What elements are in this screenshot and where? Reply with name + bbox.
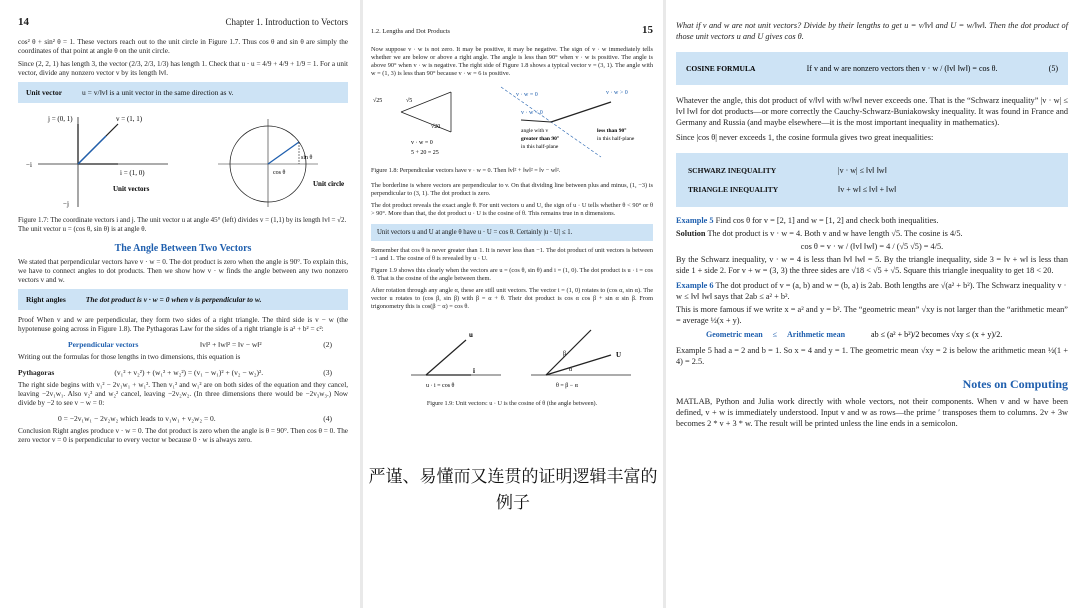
fig19-beta-label: β bbox=[563, 350, 567, 357]
right-angles-label: Right angles bbox=[26, 295, 66, 304]
section-paragraph: We stated that perpendicular vectors have v · w = 0. The dot product is zero when the angle is 90°. To explain this, we have to connect angles to dot products. Then we show how v · w finds the angle between any two nonzero vectors v and w. bbox=[18, 258, 348, 284]
inequalities-intro: Since |cos θ| never exceeds 1, the cosine formula gives two great inequalities: bbox=[676, 133, 934, 142]
j-label: j = (0, 1) bbox=[48, 115, 73, 123]
pyth-num: (3) bbox=[323, 368, 332, 377]
fig19-u-label: u bbox=[469, 330, 473, 339]
middle-text-6: After rotation through any angle α, these are still unit vectors. The vector i = (1, 0) rotates to (cos α, sin α). The vector u rotates to (cos β, sin β) with β = α + θ. Their dot product is cos α cos β + sin α sin β. From trigonometry this is cos(β − α) = cos θ. bbox=[371, 286, 653, 310]
unit-vector-label: Unit vector bbox=[26, 88, 63, 97]
i-label: i = (1, 0) bbox=[120, 169, 145, 177]
half-plane-right-label: in this half-plane bbox=[597, 136, 635, 142]
proof-paragraph: Proof When v and w are perpendicular, they form two sides of a right triangle. The third side is v − w (the hypotenuse going across in Figure 1.8). The Pythagoras Law for the sides of a right triangle is a² + b² = c²: bbox=[18, 316, 348, 333]
right-intro: What if v and w are not unit vectors? Divide by their lengths to get u = v/‖v‖ and U = w/‖w‖. Then the dot product of those unit vectors u and U gives cos θ. bbox=[676, 21, 1068, 41]
right-angles-box bbox=[18, 289, 348, 310]
fig19-alpha-label: α bbox=[569, 366, 573, 373]
example-6-text: The dot product of v = (a, b) and w = (b, a) is 2ab. Both lengths are √(a² + b²). The Schwarz inequality v · w ≤ ‖v‖ ‖w‖ says that 2ab ≤ a² + b². bbox=[676, 281, 1067, 301]
pyth-label: Pythagoras bbox=[18, 368, 55, 377]
minus-i-label: −i bbox=[26, 161, 32, 169]
less-than-label: less than 90° bbox=[597, 128, 627, 134]
right-page bbox=[666, 0, 1080, 608]
vw-zero-label: v · w = 0 bbox=[411, 140, 433, 146]
notes-paragraph: MATLAB, Python and Julia work directly with whole vectors, not their components. When v and w have been defined, v + w is immediately understood. Input v and w as rows—the prime ′ transposes them to columns. 2v + 3w becomes 2 * v + 3 * w. The result will be printed unless the line ends in a semicolon. bbox=[676, 397, 1068, 428]
sqrt25-label: √25 bbox=[373, 98, 383, 104]
triangle-eq: ‖v + w‖ ≤ ‖v‖ + ‖w‖ bbox=[838, 185, 897, 194]
example-6-paragraph: This is more famous if we write x = a² and y = b². The “geometric mean” √xy is not larger than the “arithmetic mean” = average ½(x + y). bbox=[676, 305, 1068, 325]
cosine-num: (5) bbox=[1048, 64, 1058, 73]
unit-vectors-box: Unit vectors u and U at angle θ have u · U = cos θ. Certainly |u · U| ≤ 1. bbox=[371, 224, 653, 241]
sum-label: 5 + 20 = 25 bbox=[411, 150, 439, 156]
example-5 bbox=[676, 215, 1068, 226]
left-header bbox=[18, 16, 348, 28]
fig19-u-vector bbox=[426, 340, 466, 375]
solution-paragraph: By the Schwarz inequality, v · w = 4 is less than ‖v‖ ‖w‖ = 5. By the triangle inequality, side 3 = ‖v + w‖ is less than side 1 + side 2. For v + w = (3, 3) the three sides are √18 < √5 + √5. Square this triangle inequality to get 18 < 20. bbox=[676, 255, 1068, 275]
schwarz-row bbox=[688, 161, 1056, 180]
fig19-theta-label: θ = β − α bbox=[556, 382, 578, 389]
cosine-formula-box bbox=[676, 52, 1068, 85]
solution-label: Solution bbox=[676, 229, 706, 238]
middle-text-3: The dot product reveals the exact angle θ. For unit vectors u and U, the sign of u · U tells whether θ < 90° or θ > 90°. More than that, the dot product u · U is the cosine of θ. This remains true in n dimensions. bbox=[371, 201, 653, 217]
writing-out-paragraph: Writing out the formulas for those lengths in two dimensions, this equation is bbox=[18, 353, 241, 361]
section-title: The Angle Between Two Vectors bbox=[114, 243, 252, 254]
w-neg-arrow bbox=[521, 120, 551, 122]
le-symbol: ≤ bbox=[772, 330, 778, 339]
middle-header bbox=[371, 24, 653, 36]
conclusion-paragraph: Conclusion Right angles produce v · w = 0. The dot product is zero when the angle is θ = 90°. Then cos θ = 0. The zero vector v = 0 is perpendicular to every vector w because 0 · w is always zero. bbox=[18, 427, 348, 444]
example-6 bbox=[676, 280, 1068, 302]
fig19-U-label: U bbox=[616, 350, 622, 359]
middle-running-head: 1.2. Lengths and Dot Products bbox=[371, 28, 451, 35]
v-arrow bbox=[551, 102, 611, 122]
mean-equation: ab ≤ (a² + b²)/2 becomes √xy ≤ (x + y)/2. bbox=[871, 330, 1003, 339]
w-side bbox=[401, 112, 451, 132]
cosine-text: If v and w are nonzero vectors then v · w / (‖v‖ ‖w‖) = cos θ. bbox=[806, 64, 998, 73]
page-number: 14 bbox=[18, 16, 29, 28]
notes-title: Notes on Computing bbox=[962, 377, 1068, 391]
solution bbox=[676, 228, 1068, 239]
middle-page-number: 15 bbox=[642, 24, 653, 36]
perpendicular-equation bbox=[18, 338, 348, 353]
left-page bbox=[0, 0, 360, 608]
figure-1-7-caption: Figure 1.7: The coordinate vectors i and j. The unit vector u at angle 45° (left) divides v = (1,1) by its length ‖v‖ = √2. The unit vector u = (cos θ, sin θ) is at angle θ. bbox=[18, 216, 347, 233]
schwarz-label: SCHWARZ INEQUALITY bbox=[688, 166, 777, 175]
unit-vector-text: u = v/‖v‖ is a unit vector in the same direction as v. bbox=[82, 88, 234, 97]
figure-1-9 bbox=[371, 315, 653, 393]
inequalities-box bbox=[676, 153, 1068, 207]
running-head: Chapter 1. Introduction to Vectors bbox=[225, 17, 348, 27]
v-label: v = (1, 1) bbox=[116, 115, 143, 123]
triangle-row bbox=[688, 180, 1056, 199]
intro-paragraph-2: Since (2, 2, 1) has length 3, the vector (2/3, 2/3, 1/3) has length 1. Check that u · u = 4/9 + 4/9 + 1/9 = 1. For a unit vector, divide any nonzero vector v by its length ‖v‖. bbox=[18, 60, 348, 77]
middle-text-4: Remember that cos θ is never greater than 1. It is never less than −1. The dot product of unit vectors is between −1 and 1. The cosine of θ is revealed by u · U. bbox=[371, 246, 653, 262]
example-5-label: Example 5 bbox=[676, 216, 714, 225]
cos-label: cos θ bbox=[273, 170, 286, 176]
figure-1-8 bbox=[371, 82, 653, 160]
sqrt20-label: √20 bbox=[431, 124, 441, 130]
unit-circle-label: Unit circle bbox=[313, 180, 345, 188]
u-vector bbox=[78, 136, 106, 164]
middle-text-1: Now suppose v · w is not zero. It may be positive, it may be negative. The sign of v · w immediately tells whether we are below or above a right angle. The angle is less than 90° when v · w is positive. The angle is above 90° when v · w is negative. The right side of Figure 1.8 shows a typical vector v = (3, 1). The angle with w = (1, 3) is less than 90° because v · w = 6 is positive. bbox=[371, 46, 653, 77]
intro-paragraph: cos² θ + sin² θ = 1. These vectors reach out to the unit circle in Figure 1.7. Thus cos θ and sin θ are simply the coordinates of that point at angle θ on the unit circle. bbox=[18, 38, 348, 55]
middle-text-5: Figure 1.9 shows this clearly when the vectors are u = (cos θ, sin θ) and i = (1, 0). The dot product is u · i = cos θ. That is the cosine of the angle between them. bbox=[371, 266, 653, 282]
solution-text: The dot product is v · w = 4. Both v and w have length √5. The cosine is 4/5. bbox=[707, 229, 963, 238]
mean-row bbox=[706, 330, 1068, 339]
minus-j-label: −j bbox=[63, 200, 69, 208]
arithmetic-mean-label: Arithmetic mean bbox=[787, 330, 846, 339]
cos-equation: cos θ = v · w / (‖v‖ ‖w‖) = 4 / (√5 √5) = 4/5. bbox=[800, 242, 944, 251]
schwarz-eq: |v · w| ≤ ‖v‖ ‖w‖ bbox=[838, 166, 887, 175]
lead-equation bbox=[18, 412, 348, 427]
pyth-eq: (v₁² + v₂²) + (w₁² + w₂²) = (v₁ − w₁)² + (v₂ − w₂)². bbox=[114, 368, 264, 377]
vw-negative-label: v · w < 0 bbox=[521, 110, 543, 116]
unit-vectors-label: Unit vectors bbox=[113, 185, 150, 193]
unit-vector-box bbox=[18, 82, 348, 103]
example-5-had: Example 5 had a = 2 and b = 1. So x = 4 and y = 1. The geometric mean √xy = 2 is below the arithmetic mean ½(1 + 4) = 2.5. bbox=[676, 346, 1068, 366]
sqrt5-label: √5 bbox=[406, 98, 413, 104]
figure-1-8-caption: Figure 1.8: Perpendicular vectors have v · w = 0. Then ‖v‖² + ‖w‖² = ‖v − w‖². bbox=[371, 167, 561, 174]
triangle-label: TRIANGLE INEQUALITY bbox=[688, 185, 779, 194]
middle-text-2: The borderline is where vectors are perpendicular to v. On that dividing line between plus and minus, (1, −3) is perpendicular to (3, 1). The dot product is zero. bbox=[371, 181, 653, 197]
perp-label: Perpendicular vectors bbox=[68, 340, 139, 349]
lead-eq: 0 = −2v₁w₁ − 2v₂w₂ which leads to v₁w₁ + v₂w₂ = 0. bbox=[58, 414, 216, 423]
cosine-label: COSINE FORMULA bbox=[686, 64, 756, 73]
vw0-right-label: v · w = 0 bbox=[516, 92, 538, 98]
figure-1-7 bbox=[18, 109, 348, 209]
right-angles-text: The dot product is v · w = 0 when v is perpendicular to w. bbox=[85, 295, 262, 304]
u-angle-vector bbox=[268, 142, 299, 164]
chinese-caption: 严谨、易懂而又连贯的证明逻辑丰富的例子 bbox=[368, 467, 658, 513]
half-plane-left-label: in this half-plane bbox=[521, 144, 559, 150]
greater-than-label: greater than 90° bbox=[521, 136, 560, 142]
perp-eq: ‖v‖² + ‖w‖² = ‖v − w‖² bbox=[200, 340, 262, 349]
fig19-ui-label: u · i = cos θ bbox=[426, 382, 455, 389]
fig19-i-label: i bbox=[473, 366, 475, 375]
pythagoras-equation bbox=[18, 366, 348, 381]
angle-with-v-label: angle with v bbox=[521, 128, 549, 134]
sin-label: sin θ bbox=[301, 155, 313, 161]
example-5-text: Find cos θ for v = [2, 1] and w = [1, 2] and check both inequalities. bbox=[715, 216, 939, 225]
vw-positive-label: v · w > 0 bbox=[606, 90, 628, 96]
lead-num: (4) bbox=[323, 414, 332, 423]
rhs-paragraph: The right side begins with v₁² − 2v₁w₁ + w₁². Then v₁² and w₁² are on both sides of the equation and they cancel, leaving −2v₁w₁. Also v₂² and w₂² cancel, leaving −2v₂w₂. (In three dimensions there would be −2v₃w₃.) Now divide by −2 to see v − w = 0: bbox=[18, 381, 348, 407]
middle-page bbox=[363, 0, 663, 608]
example-6-label: Example 6 bbox=[676, 281, 714, 290]
perp-num: (2) bbox=[323, 340, 332, 349]
figure-1-9-caption: Figure 1.9: Unit vectors: u · U is the cosine of θ (the angle between). bbox=[426, 399, 598, 407]
geometric-mean-label: Geometric mean bbox=[706, 330, 763, 339]
schwarz-paragraph: Whatever the angle, this dot product of v/‖v‖ with w/‖w‖ never exceeds one. That is the “Schwarz inequality” |v · w| ≤ ‖v‖ ‖w‖ for dot products—or more correctly the Cauchy-Schwarz-Buniakowsky inequality. It was found in France and Germany and Russia (and maybe elsewhere—it is the most important inequality in mathematics). bbox=[676, 96, 1068, 127]
